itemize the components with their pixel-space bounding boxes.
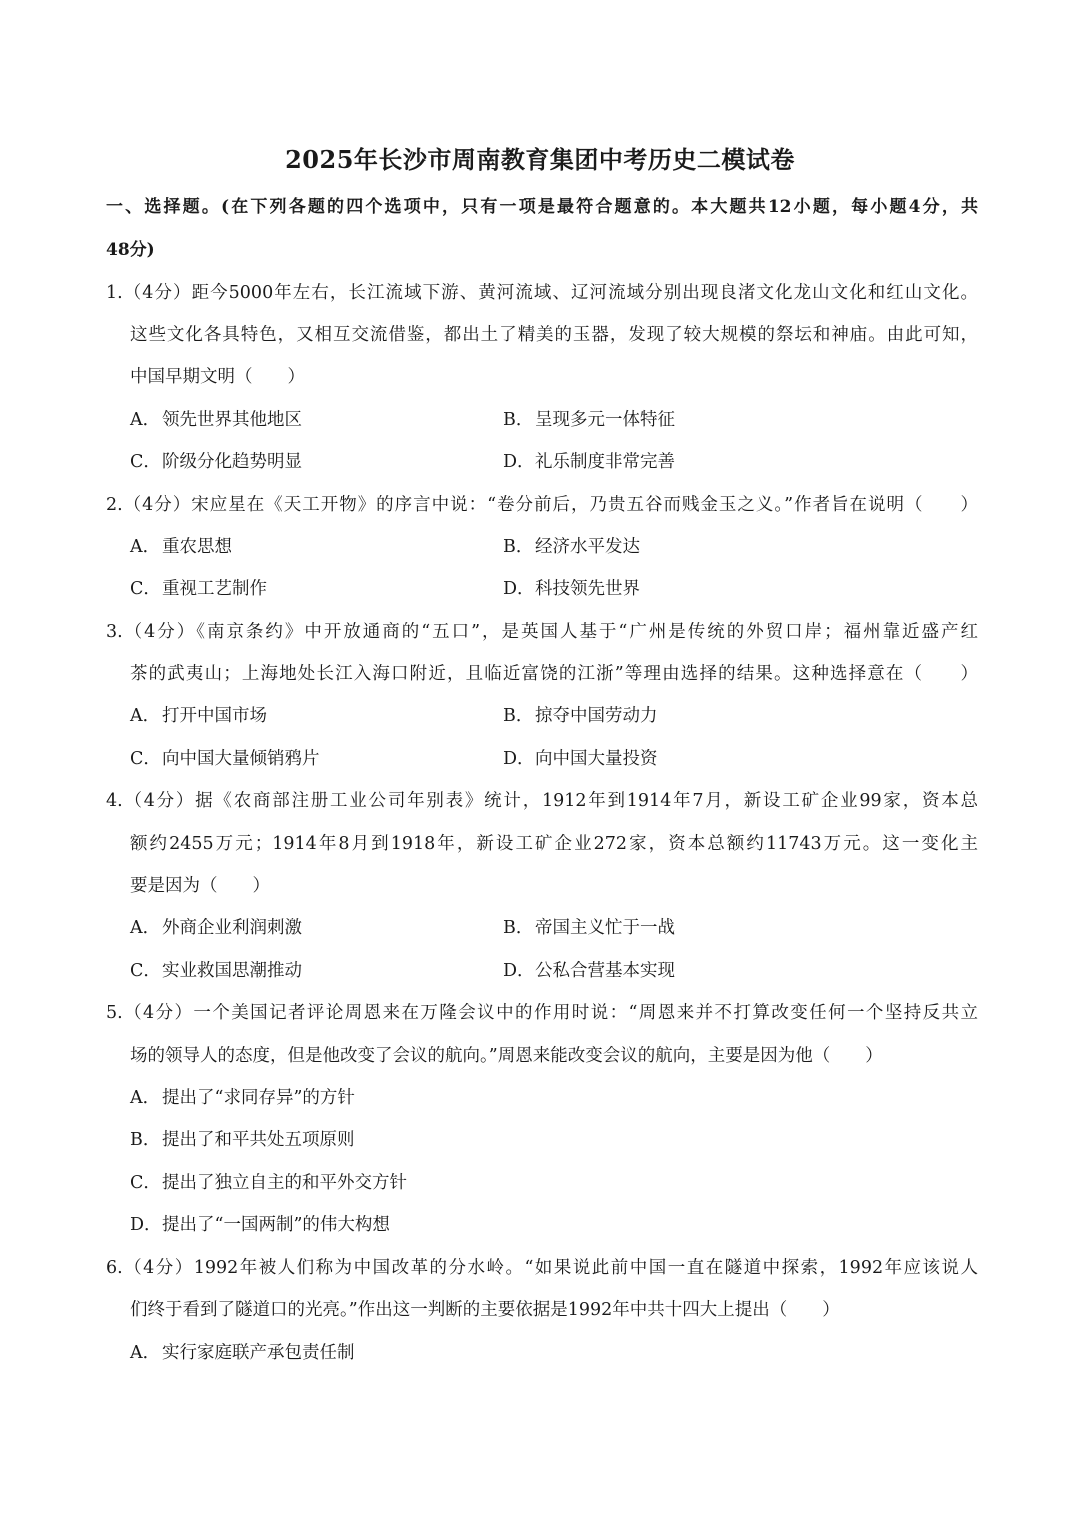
option-text: 重农思想: [162, 537, 232, 557]
option-text: 提出了“一国两制”的伟大构想: [162, 1215, 390, 1235]
option-letter: A．: [130, 410, 161, 430]
option-letter: C．: [130, 579, 161, 599]
question-5-option-b: [130, 1128, 355, 1152]
option-letter: A．: [130, 706, 161, 726]
question-1-stem-cont: 这些文化各具特色，又相互交流借鉴，都出土了精美的玉器，发现了较大规模的祭坛和神庙。由此可知，: [130, 325, 978, 345]
question-5-option-a: [130, 1086, 355, 1110]
option-letter: C．: [130, 749, 161, 769]
option-text: 提出了和平共处五项原则: [162, 1130, 355, 1150]
question-5-stem: 5.（4分）一个美国记者评论周恩来在万隆会议中的作用时说：“周恩来并不打算改变任何一个坚持反共立: [106, 1003, 978, 1023]
option-text: 向中国大量倾销鸦片: [162, 749, 320, 769]
option-text: 打开中国市场: [162, 706, 267, 726]
option-text: 掠夺中国劳动力: [535, 706, 658, 726]
question-4-option-c: [130, 959, 302, 983]
option-letter: B．: [503, 537, 534, 557]
question-6-option-a: [130, 1341, 355, 1365]
option-letter: D．: [130, 1215, 162, 1235]
option-letter: A．: [130, 537, 161, 557]
option-letter: A．: [130, 918, 161, 938]
question-2-option-c: [130, 577, 267, 601]
question-4-stem-cont: 额约2455万元；1914年8月到1918年，新设工矿企业272家，资本总额约11743万元。这一变化主: [130, 834, 978, 854]
question-3-stem-cont: 茶的武夷山；上海地处长江入海口附近，且临近富饶的江浙”等理由选择的结果。这种选择意在（ ）: [130, 664, 978, 684]
question-2-option-d: [503, 577, 640, 601]
question-3-option-b: [503, 704, 658, 728]
question-2-option-a: [130, 535, 232, 559]
option-text: 公私合营基本实现: [535, 961, 675, 981]
question-4-option-a: [130, 916, 302, 940]
question-4-stem-cont: 要是因为（ ）: [130, 876, 270, 896]
option-letter: D．: [503, 749, 535, 769]
option-text: 呈现多元一体特征: [535, 410, 675, 430]
option-text: 领先世界其他地区: [162, 410, 302, 430]
option-text: 外商企业利润刺激: [162, 918, 302, 938]
question-1-stem: 1.（4分）距今5000年左右，长江流域下游、黄河流域、辽河流域分别出现良渚文化龙山文化和红山文化。: [106, 283, 978, 303]
question-3-option-c: [130, 747, 320, 771]
section-header-cont: 48分): [106, 240, 155, 260]
option-letter: B．: [503, 410, 534, 430]
option-text: 实业救国思潮推动: [162, 961, 302, 981]
question-1-option-c: [130, 450, 302, 474]
question-3-option-a: [130, 704, 267, 728]
question-5-option-c: [130, 1171, 407, 1195]
question-5-stem-cont: 场的领导人的态度，但是他改变了会议的航向。”周恩来能改变会议的航向，主要是因为他（ ）: [130, 1046, 883, 1066]
option-letter: C．: [130, 1173, 161, 1193]
question-2-stem: 2.（4分）宋应星在《天工开物》的序言中说：“卷分前后，乃贵五谷而贱金玉之义。”作者旨在说明（ ）: [106, 495, 978, 515]
option-letter: C．: [130, 961, 161, 981]
option-letter: A．: [130, 1343, 161, 1363]
option-text: 向中国大量投资: [535, 749, 658, 769]
question-6-stem: 6.（4分）1992年被人们称为中国改革的分水岭。“如果说此前中国一直在隧道中探索，1992年应该说人: [106, 1258, 978, 1278]
question-4-stem: 4.（4分）据《农商部注册工业公司年别表》统计，1912年到1914年7月，新设工矿企业99家，资本总: [106, 791, 978, 811]
option-text: 提出了独立自主的和平外交方针: [162, 1173, 407, 1193]
option-letter: B．: [130, 1130, 161, 1150]
question-1-stem-cont: 中国早期文明（ ）: [130, 367, 305, 387]
option-text: 阶级分化趋势明显: [162, 452, 302, 472]
question-4-option-d: [503, 959, 675, 983]
question-6-stem-cont: 们终于看到了隧道口的光亮。”作出这一判断的主要依据是1992年中共十四大上提出（ ）: [130, 1300, 840, 1320]
option-letter: D．: [503, 579, 535, 599]
question-2-option-b: [503, 535, 640, 559]
option-text: 提出了“求同存异”的方针: [162, 1088, 355, 1108]
question-1-option-a: [130, 408, 302, 432]
page-title: 2025年长沙市周南教育集团中考历史二模试卷: [285, 145, 795, 174]
question-1-option-b: [503, 408, 675, 432]
option-text: 重视工艺制作: [162, 579, 267, 599]
question-5-option-d: [130, 1213, 390, 1237]
option-letter: B．: [503, 918, 534, 938]
option-text: 经济水平发达: [535, 537, 640, 557]
option-text: 科技领先世界: [535, 579, 640, 599]
option-text: 实行家庭联产承包责任制: [162, 1343, 355, 1363]
option-letter: A．: [130, 1088, 161, 1108]
question-4-option-b: [503, 916, 675, 940]
option-letter: D．: [503, 452, 535, 472]
option-text: 礼乐制度非常完善: [535, 452, 675, 472]
question-3-stem: 3.（4分）《南京条约》中开放通商的“五口”，是英国人基于“广州是传统的外贸口岸；福州靠近盛产红: [106, 622, 978, 642]
option-letter: B．: [503, 706, 534, 726]
question-1-option-d: [503, 450, 675, 474]
section-header: 一、选择题。(在下列各题的四个选项中，只有一项是最符合题意的。本大题共12小题，每小题4分，共: [106, 197, 978, 217]
question-3-option-d: [503, 747, 658, 771]
option-letter: C．: [130, 452, 161, 472]
option-letter: D．: [503, 961, 535, 981]
option-text: 帝国主义忙于一战: [535, 918, 675, 938]
